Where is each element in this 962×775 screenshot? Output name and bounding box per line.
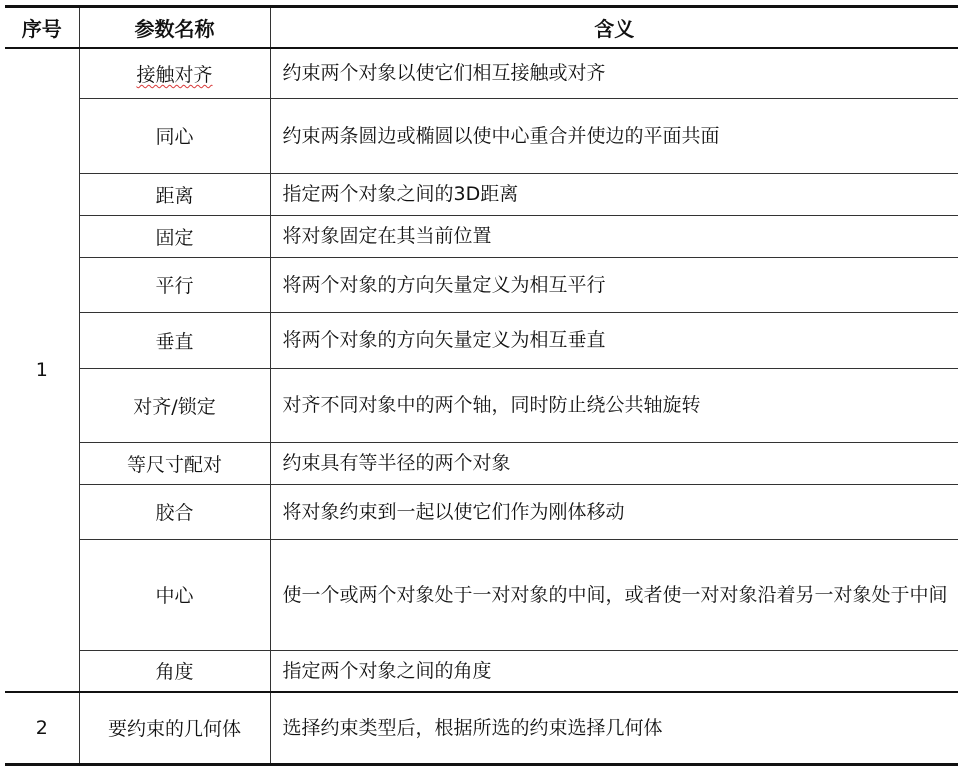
param-meaning: 约束两个对象以使它们相互接触或对齐 [270, 48, 958, 98]
constraint-parameter-table [5, 5, 958, 766]
param-name: 等尺寸配对 [79, 442, 270, 484]
group-index-1: 1 [5, 48, 79, 692]
table-row [5, 442, 958, 484]
param-meaning: 对齐不同对象中的两个轴，同时防止绕公共轴旋转 [270, 368, 958, 442]
table-row [5, 215, 958, 257]
table-row [5, 484, 958, 539]
table-row [5, 692, 958, 764]
table-body [5, 48, 958, 764]
table-row [5, 48, 958, 98]
param-meaning: 使一个或两个对象处于一对对象的中间，或者使一对对象沿着另一对象处于中间 [270, 539, 958, 650]
table-row [5, 312, 958, 368]
param-name: 角度 [79, 650, 270, 692]
param-name: 固定 [79, 215, 270, 257]
param-name: 接触对齐 [136, 63, 213, 86]
param-meaning: 约束两条圆边或椭圆以使中心重合并使边的平面共面 [270, 98, 958, 173]
table-row [5, 539, 958, 650]
param-name: 对齐/锁定 [79, 368, 270, 442]
param-meaning: 指定两个对象之间的角度 [270, 650, 958, 692]
param-name: 中心 [79, 539, 270, 650]
table-row [5, 257, 958, 312]
param-name: 同心 [79, 98, 270, 173]
table-header [5, 7, 958, 49]
param-meaning: 指定两个对象之间的3D距离 [270, 173, 958, 215]
table-row [5, 173, 958, 215]
group-index-2: 2 [5, 692, 79, 764]
header-meaning: 含义 [270, 7, 958, 49]
param-name: 胶合 [79, 484, 270, 539]
header-index: 序号 [5, 7, 79, 49]
param-name: 距离 [79, 173, 270, 215]
table-row [5, 650, 958, 692]
param-meaning: 将两个对象的方向矢量定义为相互垂直 [270, 312, 958, 368]
param-meaning: 将对象约束到一起以使它们作为刚体移动 [270, 484, 958, 539]
param-name-cell [79, 48, 270, 98]
param-meaning: 选择约束类型后，根据所选的约束选择几何体 [270, 692, 958, 764]
header-name: 参数名称 [79, 7, 270, 49]
header-row [5, 7, 958, 49]
param-meaning: 约束具有等半径的两个对象 [270, 442, 958, 484]
param-name: 垂直 [79, 312, 270, 368]
table-row [5, 368, 958, 442]
param-meaning: 将两个对象的方向矢量定义为相互平行 [270, 257, 958, 312]
table-row [5, 98, 958, 173]
param-name: 平行 [79, 257, 270, 312]
param-meaning: 将对象固定在其当前位置 [270, 215, 958, 257]
param-name: 要约束的几何体 [79, 692, 270, 764]
